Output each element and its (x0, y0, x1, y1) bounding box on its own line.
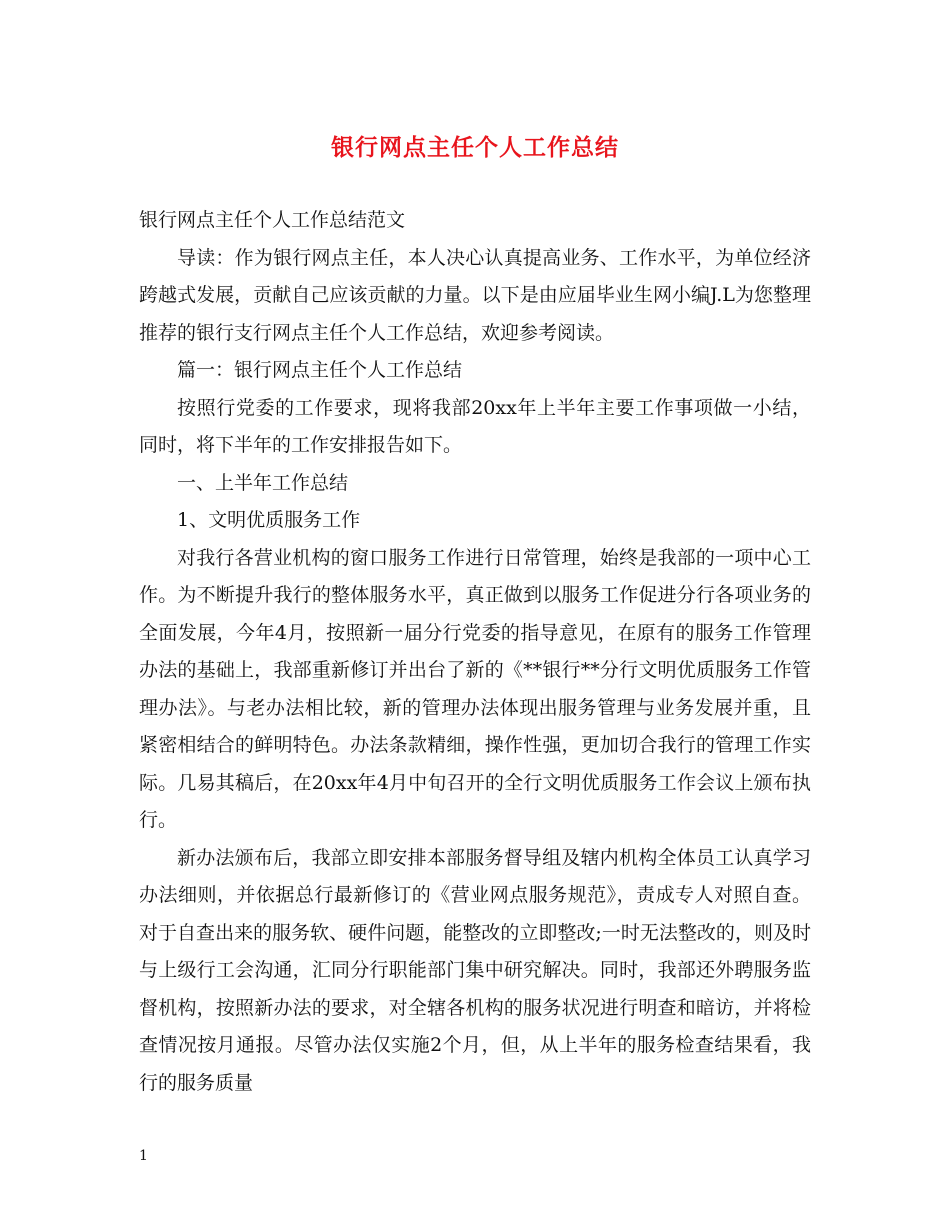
section-heading: 1、文明优质服务工作 (177, 509, 361, 531)
body-paragraph: 新办法颁布后，我部立即安排本部服务督导组及辖内机构全体员工认真学习办法细则，并依据总行最新修订的《营业网点服务规范》，责成专人对照自查。对于自查出来的服务软、硬件问题，能整改的立即整改;一时无法整改的，则及时与上级行工会沟通，汇同分行职能部门集中研究解决。同时，我部还外聘服务监督机构，按照新办法的要求，对全辖各机构的服务状况进行明查和暗访，并将检查情况按月通报。尽管办法仅实施2个月，但，从上半年的服务检查结果看，我行的服务质量 (139, 846, 811, 1094)
document-title: 银行网点主任个人工作总结 (331, 134, 619, 161)
section-heading: 篇一：银行网点主任个人工作总结 (177, 359, 463, 381)
body-paragraph: 按照行党委的工作要求，现将我部20xx年上半年主要工作事项做一小结，同时，将下半年的工作安排报告如下。 (139, 396, 811, 456)
subtitle-paragraph: 银行网点主任个人工作总结范文 (139, 209, 406, 231)
document-body (139, 202, 811, 1102)
page-number: 1 (139, 1148, 148, 1164)
body-paragraph: 对我行各营业机构的窗口服务工作进行日常管理，始终是我部的一项中心工作。为不断提升我行的整体服务水平，真正做到以服务工作促进分行各项业务的全面发展，今年4月，按照新一届分行党委的指导意见，在原有的服务工作管理办法的基础上，我部重新修订并出台了新的《**银行**分行文明优质服务工作管理办法》。与老办法相比较，新的管理办法体现出服务管理与业务发展并重，且紧密相结合的鲜明特色。办法条款精细，操作性强，更加切合我行的管理工作实际。几易其稿后，在20xx年4月中旬召开的全行文明优质服务工作会议上颁布执行。 (139, 546, 811, 831)
section-heading: 一、上半年工作总结 (177, 471, 349, 494)
intro-paragraph: 导读：作为银行网点主任，本人决心认真提高业务、工作水平，为单位经济跨越式发展，贡献自己应该贡献的力量。以下是由应届毕业生网小编J.L为您整理推荐的银行支行网点主任个人工作总结，欢迎参考阅读。 (139, 246, 811, 344)
